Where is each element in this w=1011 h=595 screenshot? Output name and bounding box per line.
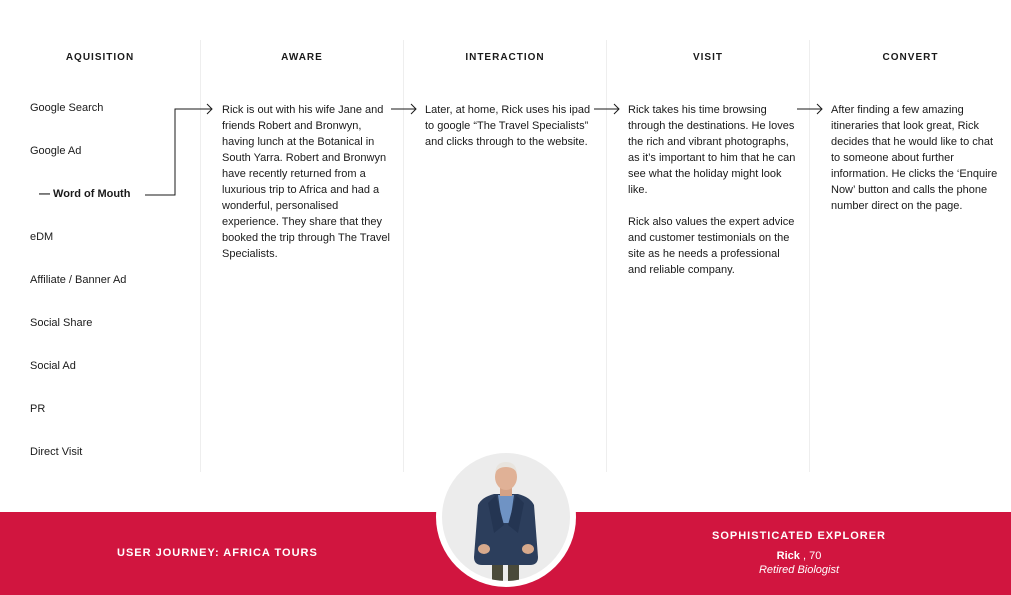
visit-column xyxy=(607,40,809,472)
convert-heading: CONVERT xyxy=(882,52,939,63)
interaction-paragraph: Later, at home, Rick uses his ipad to google “The Travel Specialists” and clicks through to the website. xyxy=(425,104,591,148)
visit-paragraph: Rick also values the expert advice and customer testimonials on the site as he needs a professional and reliable company. xyxy=(628,216,795,276)
acquisition-item: Google Ad xyxy=(30,145,82,157)
acquisition-item: Social Ad xyxy=(30,360,76,372)
acquisition-item: Social Share xyxy=(30,317,93,329)
convert-column xyxy=(810,40,1011,472)
interaction-column xyxy=(404,40,606,472)
persona-name-age xyxy=(700,550,898,562)
interaction-heading: INTERACTION xyxy=(465,52,545,63)
avatar-frame xyxy=(442,453,570,581)
persona-age: , 70 xyxy=(802,550,822,562)
persona-role: Retired Biologist xyxy=(758,564,840,576)
persona-type: SOPHISTICATED EXPLORER xyxy=(712,530,886,542)
persona-name: Rick xyxy=(776,550,800,562)
acquisition-item: Google Search xyxy=(30,102,104,114)
aware-paragraph: Rick is out with his wife Jane and friends Robert and Bronwyn, having lunch at the Botanical in South Yarra. Robert and Bronwyn have recently returned from a luxurious trip to Africa and had a wonderful, personalised experience. They share that they booked the trip through The Travel Specialists. xyxy=(222,104,390,260)
interaction-text xyxy=(425,102,597,150)
acquisition-item: Affiliate / Banner Ad xyxy=(30,274,127,286)
aware-heading: AWARE xyxy=(281,52,323,63)
person-photo xyxy=(442,453,570,581)
visit-paragraph: Rick takes his time browsing through the destinations. He loves the rich and vibrant photographs, as it’s important to him that he can see what the holiday might look like. xyxy=(628,104,796,196)
acquisition-item: eDM xyxy=(30,231,54,243)
aware-text xyxy=(222,102,394,262)
acquisition-heading: AQUISITION xyxy=(65,52,135,63)
visit-text xyxy=(628,102,800,278)
convert-text xyxy=(831,102,999,214)
acquisition-column xyxy=(0,40,200,472)
convert-paragraph: After finding a few amazing itineraries that look great, Rick decides that he would like to chat to someone about further information. He clicks the ‘Enquire Now’ button and calls the phone number direct on the page. xyxy=(831,104,998,212)
acquisition-item: Direct Visit xyxy=(30,446,83,458)
visit-heading: VISIT xyxy=(692,52,723,63)
acquisition-item: PR xyxy=(30,403,46,415)
acquisition-item-active: — Word of Mouth xyxy=(39,188,131,200)
aware-column xyxy=(201,40,403,472)
journey-title: USER JOURNEY: AFRICA TOURS xyxy=(117,547,318,559)
persona-avatar xyxy=(436,447,576,587)
persona-info xyxy=(700,530,898,576)
